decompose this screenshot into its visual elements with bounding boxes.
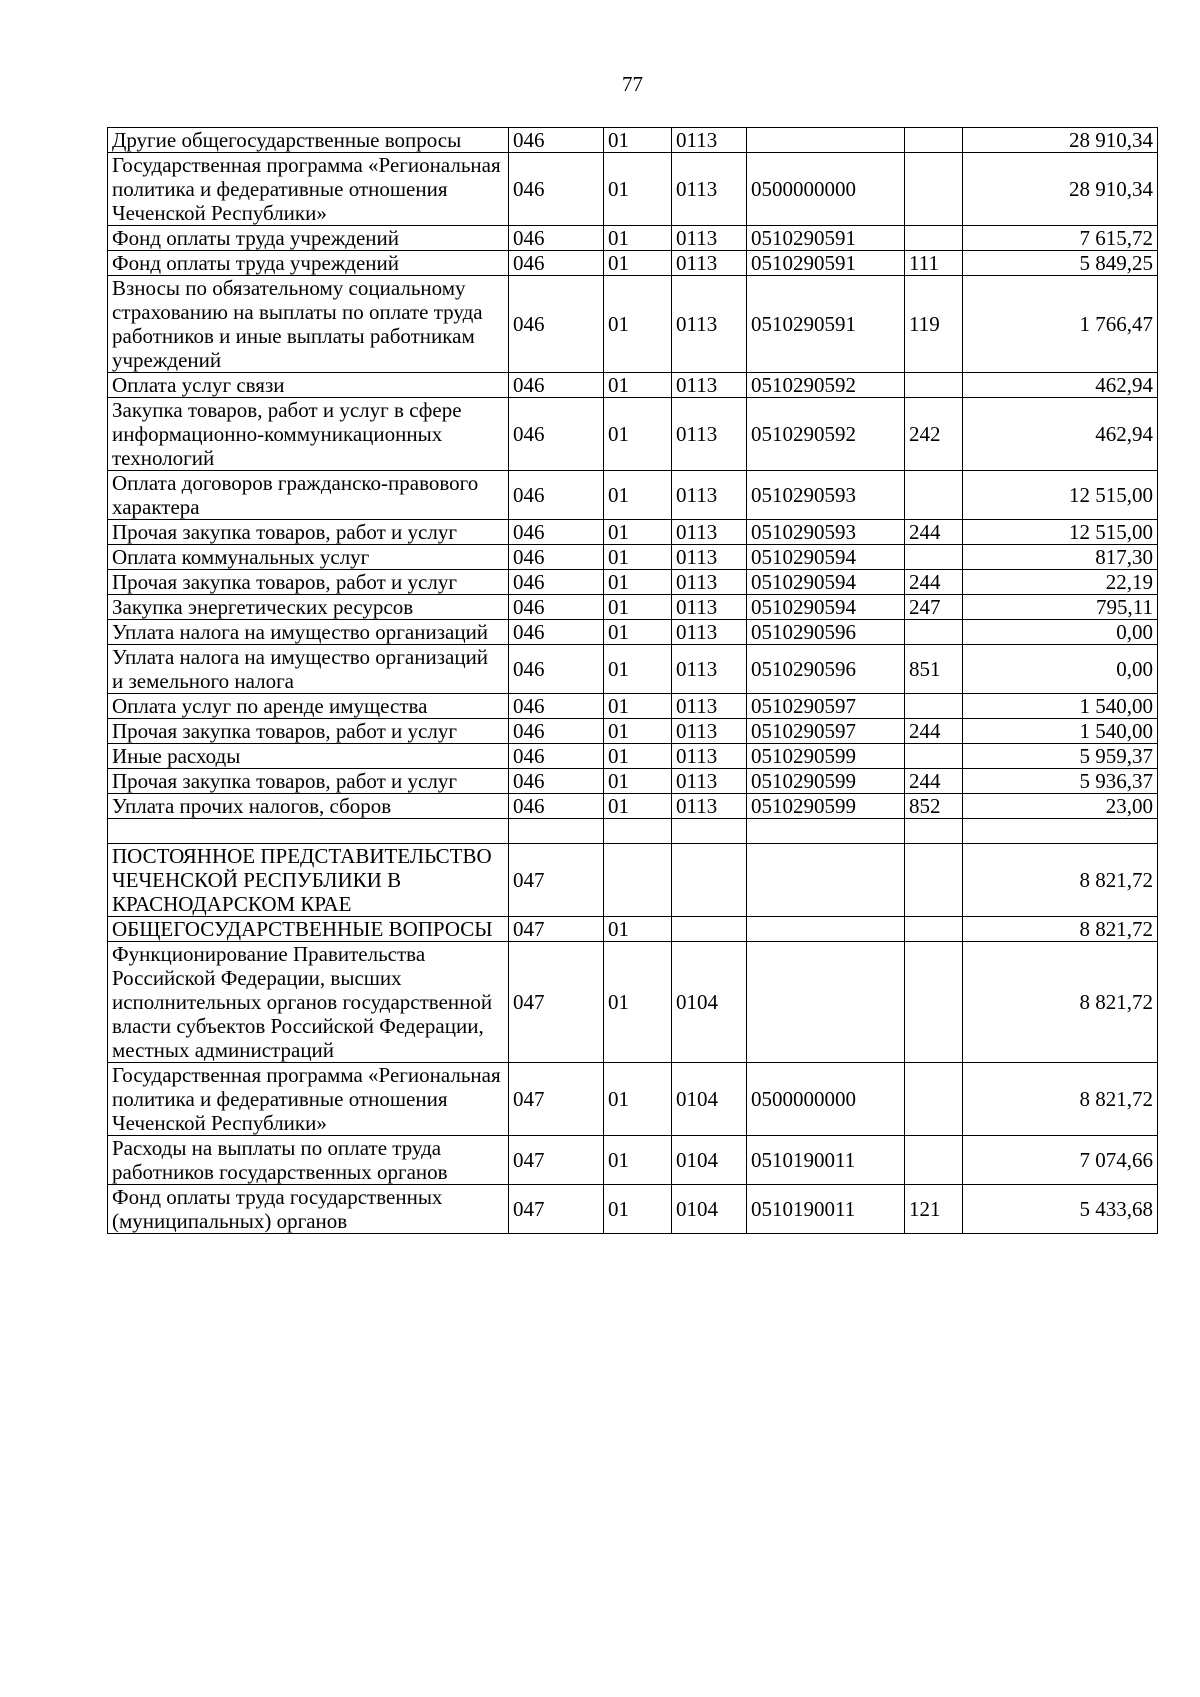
target-article-code: 0510290591 bbox=[747, 276, 905, 373]
expense-type-code: 244 bbox=[905, 570, 963, 595]
expense-type-code: 244 bbox=[905, 719, 963, 744]
target-article-code: 0510290597 bbox=[747, 719, 905, 744]
target-article-code: 0510290591 bbox=[747, 226, 905, 251]
expense-type-code: 121 bbox=[905, 1185, 963, 1234]
target-article-code bbox=[747, 819, 905, 844]
section-code: 01 bbox=[604, 545, 672, 570]
table-row bbox=[108, 844, 1158, 917]
item-name: Закупка товаров, работ и услуг в сфере информационно-коммуникационных технологий bbox=[108, 398, 509, 471]
department-code: 047 bbox=[509, 1063, 604, 1136]
subsection-code: 0104 bbox=[672, 1063, 747, 1136]
expense-type-code: 851 bbox=[905, 645, 963, 694]
amount: 1 766,47 bbox=[963, 276, 1158, 373]
subsection-code: 0113 bbox=[672, 744, 747, 769]
budget-table bbox=[107, 127, 1158, 1234]
amount: 7 074,66 bbox=[963, 1136, 1158, 1185]
amount: 8 821,72 bbox=[963, 942, 1158, 1063]
table-row bbox=[108, 719, 1158, 744]
department-code: 046 bbox=[509, 128, 604, 153]
department-code: 046 bbox=[509, 520, 604, 545]
department-code bbox=[509, 819, 604, 844]
expense-type-code bbox=[905, 819, 963, 844]
item-name: Оплата коммунальных услуг bbox=[108, 545, 509, 570]
department-code: 046 bbox=[509, 744, 604, 769]
department-code: 046 bbox=[509, 570, 604, 595]
table-row bbox=[108, 520, 1158, 545]
item-name: Оплата услуг по аренде имущества bbox=[108, 694, 509, 719]
item-name: Функционирование Правительства Российской Федерации, высших исполнительных органов государственной власти субъектов Российской Федерации, местных администраций bbox=[108, 942, 509, 1063]
table-row bbox=[108, 398, 1158, 471]
amount: 817,30 bbox=[963, 545, 1158, 570]
expense-type-code bbox=[905, 128, 963, 153]
table-row bbox=[108, 1136, 1158, 1185]
table-row bbox=[108, 128, 1158, 153]
subsection-code: 0113 bbox=[672, 719, 747, 744]
target-article-code: 0510290599 bbox=[747, 794, 905, 819]
item-name: Оплата договоров гражданско-правового характера bbox=[108, 471, 509, 520]
section-code: 01 bbox=[604, 942, 672, 1063]
table-row bbox=[108, 251, 1158, 276]
item-name bbox=[108, 819, 509, 844]
item-name: Прочая закупка товаров, работ и услуг bbox=[108, 570, 509, 595]
item-name: Иные расходы bbox=[108, 744, 509, 769]
expense-type-code: 119 bbox=[905, 276, 963, 373]
subsection-code: 0113 bbox=[672, 520, 747, 545]
expense-type-code bbox=[905, 620, 963, 645]
amount: 1 540,00 bbox=[963, 694, 1158, 719]
expense-type-code bbox=[905, 844, 963, 917]
target-article-code: 0510290594 bbox=[747, 595, 905, 620]
item-name: Уплата налога на имущество организаций bbox=[108, 620, 509, 645]
target-article-code: 0510290593 bbox=[747, 471, 905, 520]
table-row bbox=[108, 769, 1158, 794]
table-row bbox=[108, 794, 1158, 819]
table-row bbox=[108, 1063, 1158, 1136]
expense-type-code bbox=[905, 226, 963, 251]
subsection-code: 0113 bbox=[672, 620, 747, 645]
section-code: 01 bbox=[604, 694, 672, 719]
item-name: Государственная программа «Региональная политика и федеративные отношения Чеченской Республики» bbox=[108, 1063, 509, 1136]
amount: 795,11 bbox=[963, 595, 1158, 620]
item-name: Взносы по обязательному социальному страхованию на выплаты по оплате труда работников и иные выплаты работникам учреждений bbox=[108, 276, 509, 373]
section-code: 01 bbox=[604, 1063, 672, 1136]
amount: 0,00 bbox=[963, 620, 1158, 645]
subsection-code: 0113 bbox=[672, 694, 747, 719]
department-code: 046 bbox=[509, 645, 604, 694]
amount: 462,94 bbox=[963, 373, 1158, 398]
subsection-code bbox=[672, 844, 747, 917]
amount: 28 910,34 bbox=[963, 153, 1158, 226]
section-code: 01 bbox=[604, 570, 672, 595]
section-code: 01 bbox=[604, 645, 672, 694]
expense-type-code bbox=[905, 744, 963, 769]
table-row bbox=[108, 645, 1158, 694]
department-code: 046 bbox=[509, 769, 604, 794]
amount: 5 849,25 bbox=[963, 251, 1158, 276]
subsection-code: 0104 bbox=[672, 942, 747, 1063]
expense-type-code: 244 bbox=[905, 769, 963, 794]
amount: 5 936,37 bbox=[963, 769, 1158, 794]
section-code: 01 bbox=[604, 520, 672, 545]
table-row bbox=[108, 570, 1158, 595]
amount: 8 821,72 bbox=[963, 1063, 1158, 1136]
section-code: 01 bbox=[604, 251, 672, 276]
subsection-code: 0113 bbox=[672, 794, 747, 819]
amount: 23,00 bbox=[963, 794, 1158, 819]
expense-type-code: 247 bbox=[905, 595, 963, 620]
subsection-code: 0104 bbox=[672, 1136, 747, 1185]
item-name: Оплата услуг связи bbox=[108, 373, 509, 398]
target-article-code bbox=[747, 844, 905, 917]
table-row bbox=[108, 694, 1158, 719]
item-name: Фонд оплаты труда учреждений bbox=[108, 226, 509, 251]
section-code: 01 bbox=[604, 719, 672, 744]
table-row bbox=[108, 744, 1158, 769]
item-name: Фонд оплаты труда учреждений bbox=[108, 251, 509, 276]
section-code: 01 bbox=[604, 1185, 672, 1234]
amount: 12 515,00 bbox=[963, 520, 1158, 545]
amount: 1 540,00 bbox=[963, 719, 1158, 744]
item-name: Прочая закупка товаров, работ и услуг bbox=[108, 520, 509, 545]
target-article-code: 0510290596 bbox=[747, 620, 905, 645]
section-code: 01 bbox=[604, 398, 672, 471]
section-code bbox=[604, 819, 672, 844]
table-row bbox=[108, 545, 1158, 570]
department-code: 047 bbox=[509, 942, 604, 1063]
expense-type-code bbox=[905, 694, 963, 719]
section-code: 01 bbox=[604, 769, 672, 794]
item-name: Уплата прочих налогов, сборов bbox=[108, 794, 509, 819]
section-code: 01 bbox=[604, 153, 672, 226]
target-article-code: 0510190011 bbox=[747, 1136, 905, 1185]
subsection-code: 0113 bbox=[672, 595, 747, 620]
subsection-code bbox=[672, 819, 747, 844]
amount bbox=[963, 819, 1158, 844]
amount: 7 615,72 bbox=[963, 226, 1158, 251]
target-article-code: 0500000000 bbox=[747, 1063, 905, 1136]
department-code: 047 bbox=[509, 1136, 604, 1185]
department-code: 046 bbox=[509, 471, 604, 520]
table-body bbox=[108, 128, 1158, 1234]
target-article-code bbox=[747, 128, 905, 153]
amount: 0,00 bbox=[963, 645, 1158, 694]
department-code: 046 bbox=[509, 398, 604, 471]
department-code: 046 bbox=[509, 794, 604, 819]
department-code: 046 bbox=[509, 719, 604, 744]
table-row bbox=[108, 471, 1158, 520]
target-article-code: 0500000000 bbox=[747, 153, 905, 226]
table-row bbox=[108, 276, 1158, 373]
target-article-code: 0510290591 bbox=[747, 251, 905, 276]
page-number: 77 bbox=[622, 72, 643, 96]
expense-type-code: 244 bbox=[905, 520, 963, 545]
department-code: 046 bbox=[509, 373, 604, 398]
item-name: Уплата налога на имущество организаций и земельного налога bbox=[108, 645, 509, 694]
item-name: Прочая закупка товаров, работ и услуг bbox=[108, 719, 509, 744]
target-article-code: 0510190011 bbox=[747, 1185, 905, 1234]
target-article-code: 0510290599 bbox=[747, 769, 905, 794]
amount: 462,94 bbox=[963, 398, 1158, 471]
table-row bbox=[108, 917, 1158, 942]
target-article-code: 0510290592 bbox=[747, 373, 905, 398]
table-row bbox=[108, 819, 1158, 844]
target-article-code: 0510290594 bbox=[747, 570, 905, 595]
section-code: 01 bbox=[604, 794, 672, 819]
item-name: Государственная программа «Региональная политика и федеративные отношения Чеченской Республики» bbox=[108, 153, 509, 226]
subsection-code: 0113 bbox=[672, 153, 747, 226]
department-code: 046 bbox=[509, 153, 604, 226]
section-code: 01 bbox=[604, 620, 672, 645]
table-row bbox=[108, 595, 1158, 620]
item-name: Прочая закупка товаров, работ и услуг bbox=[108, 769, 509, 794]
target-article-code: 0510290593 bbox=[747, 520, 905, 545]
department-code: 047 bbox=[509, 1185, 604, 1234]
department-code: 047 bbox=[509, 844, 604, 917]
amount: 12 515,00 bbox=[963, 471, 1158, 520]
table-row bbox=[108, 942, 1158, 1063]
subsection-code: 0113 bbox=[672, 769, 747, 794]
section-code bbox=[604, 844, 672, 917]
expense-type-code bbox=[905, 942, 963, 1063]
table-row bbox=[108, 1185, 1158, 1234]
expense-type-code bbox=[905, 153, 963, 226]
expense-type-code bbox=[905, 545, 963, 570]
department-code: 046 bbox=[509, 251, 604, 276]
subsection-code: 0113 bbox=[672, 545, 747, 570]
expense-type-code bbox=[905, 471, 963, 520]
section-code: 01 bbox=[604, 471, 672, 520]
section-code: 01 bbox=[604, 595, 672, 620]
section-code: 01 bbox=[604, 226, 672, 251]
table-row bbox=[108, 226, 1158, 251]
target-article-code: 0510290596 bbox=[747, 645, 905, 694]
expense-type-code: 242 bbox=[905, 398, 963, 471]
target-article-code: 0510290597 bbox=[747, 694, 905, 719]
expense-type-code bbox=[905, 1136, 963, 1185]
expense-type-code bbox=[905, 917, 963, 942]
target-article-code bbox=[747, 942, 905, 1063]
department-code: 046 bbox=[509, 276, 604, 373]
subsection-code: 0113 bbox=[672, 128, 747, 153]
department-code: 046 bbox=[509, 226, 604, 251]
subsection-code: 0113 bbox=[672, 471, 747, 520]
amount: 22,19 bbox=[963, 570, 1158, 595]
target-article-code bbox=[747, 917, 905, 942]
expense-type-code bbox=[905, 1063, 963, 1136]
target-article-code: 0510290592 bbox=[747, 398, 905, 471]
amount: 8 821,72 bbox=[963, 917, 1158, 942]
subsection-code: 0113 bbox=[672, 276, 747, 373]
target-article-code: 0510290594 bbox=[747, 545, 905, 570]
target-article-code: 0510290599 bbox=[747, 744, 905, 769]
item-name: Закупка энергетических ресурсов bbox=[108, 595, 509, 620]
subsection-code: 0104 bbox=[672, 1185, 747, 1234]
subsection-code: 0113 bbox=[672, 398, 747, 471]
section-code: 01 bbox=[604, 1136, 672, 1185]
amount: 28 910,34 bbox=[963, 128, 1158, 153]
amount: 5 959,37 bbox=[963, 744, 1158, 769]
section-code: 01 bbox=[604, 744, 672, 769]
subsection-code: 0113 bbox=[672, 226, 747, 251]
subsection-code bbox=[672, 917, 747, 942]
amount: 8 821,72 bbox=[963, 844, 1158, 917]
section-code: 01 bbox=[604, 276, 672, 373]
item-name: Фонд оплаты труда государственных (муниципальных) органов bbox=[108, 1185, 509, 1234]
table-row bbox=[108, 620, 1158, 645]
section-code: 01 bbox=[604, 128, 672, 153]
department-code: 047 bbox=[509, 917, 604, 942]
expense-type-code bbox=[905, 373, 963, 398]
item-name: ПОСТОЯННОЕ ПРЕДСТАВИТЕЛЬСТВО ЧЕЧЕНСКОЙ РЕСПУБЛИКИ В КРАСНОДАРСКОМ КРАЕ bbox=[108, 844, 509, 917]
item-name: Другие общегосударственные вопросы bbox=[108, 128, 509, 153]
expense-type-code: 111 bbox=[905, 251, 963, 276]
subsection-code: 0113 bbox=[672, 373, 747, 398]
department-code: 046 bbox=[509, 595, 604, 620]
department-code: 046 bbox=[509, 694, 604, 719]
section-code: 01 bbox=[604, 917, 672, 942]
subsection-code: 0113 bbox=[672, 570, 747, 595]
subsection-code: 0113 bbox=[672, 251, 747, 276]
table-row bbox=[108, 153, 1158, 226]
expense-type-code: 852 bbox=[905, 794, 963, 819]
subsection-code: 0113 bbox=[672, 645, 747, 694]
section-code: 01 bbox=[604, 373, 672, 398]
table-row bbox=[108, 373, 1158, 398]
item-name: Расходы на выплаты по оплате труда работников государственных органов bbox=[108, 1136, 509, 1185]
amount: 5 433,68 bbox=[963, 1185, 1158, 1234]
department-code: 046 bbox=[509, 545, 604, 570]
item-name: ОБЩЕГОСУДАРСТВЕННЫЕ ВОПРОСЫ bbox=[108, 917, 509, 942]
department-code: 046 bbox=[509, 620, 604, 645]
